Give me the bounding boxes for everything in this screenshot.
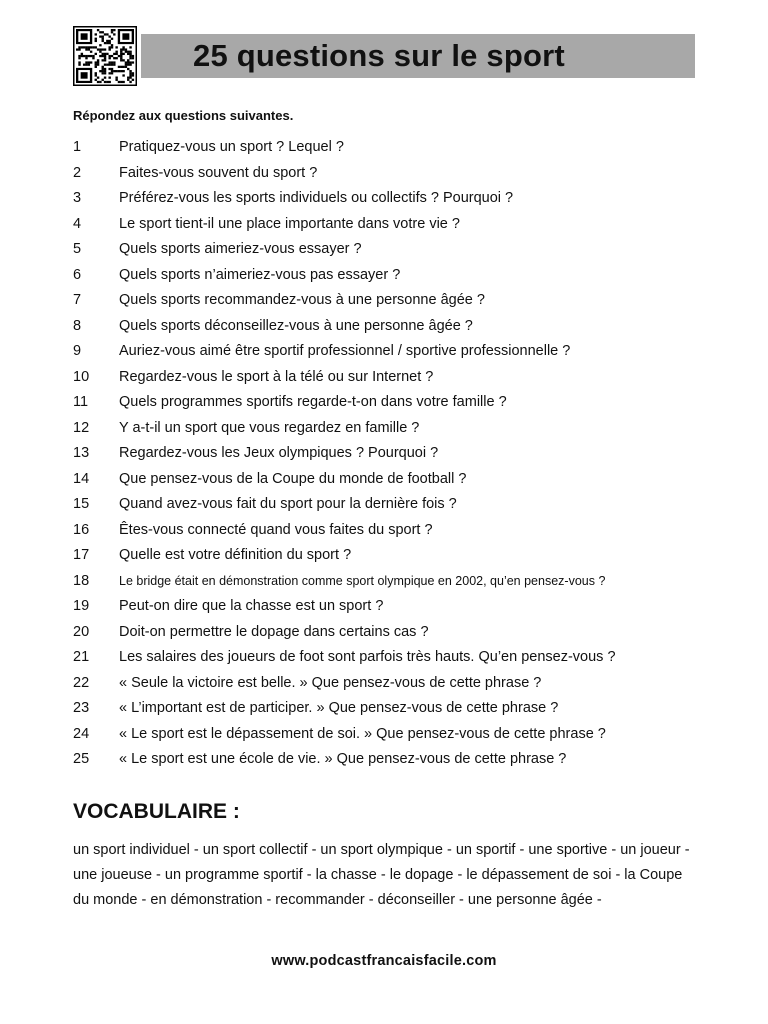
title-bar bbox=[141, 34, 695, 78]
question-number: 18 bbox=[73, 572, 90, 589]
vocabulary-heading: VOCABULAIRE : bbox=[73, 800, 240, 823]
question-number: 1 bbox=[73, 139, 82, 155]
question-number: 17 bbox=[73, 547, 90, 563]
question-text: Le sport tient-il une place importante dans votre vie ? bbox=[119, 215, 460, 232]
question-number: 25 bbox=[73, 751, 90, 767]
question-item bbox=[73, 314, 713, 340]
question-number: 8 bbox=[73, 317, 82, 334]
question-item bbox=[73, 161, 713, 187]
question-text: Regardez-vous le sport à la télé ou sur Internet ? bbox=[119, 368, 434, 385]
question-text: Êtes-vous connecté quand vous faites du sport ? bbox=[119, 521, 433, 538]
question-item bbox=[73, 696, 713, 722]
question-number: 12 bbox=[73, 419, 90, 436]
question-text: Le bridge était en démonstration comme sport olympique en 2002, qu’en pensez-vous ? bbox=[119, 573, 606, 588]
question-item bbox=[73, 288, 713, 314]
question-number: 16 bbox=[73, 521, 90, 538]
question-item bbox=[73, 569, 713, 595]
question-text: Faites-vous souvent du sport ? bbox=[119, 164, 318, 181]
question-text: Quelle est votre définition du sport ? bbox=[119, 547, 352, 563]
question-text: Quels sports n’aimeriez-vous pas essayer ? bbox=[119, 266, 401, 283]
question-item bbox=[73, 722, 713, 748]
question-number: 14 bbox=[73, 470, 90, 487]
question-number: 20 bbox=[73, 623, 90, 640]
vocabulary-text: un sport individuel - un sport collectif - un sport olympique - un sportif - une sportive - un joueur - une joueuse - un programme sportif - la chasse - le dopage - le dépassement de soi - la Coupe du monde - en démonstration - recommander - déconseiller - une personne âgée - bbox=[73, 842, 690, 908]
question-item bbox=[73, 594, 713, 620]
question-number: 9 bbox=[73, 343, 82, 359]
question-text: Préférez-vous les sports individuels ou collectifs ? Pourquoi ? bbox=[119, 190, 514, 206]
question-text: Peut-on dire que la chasse est un sport ? bbox=[119, 598, 384, 614]
question-text: Y a-t-il un sport que vous regardez en famille ? bbox=[119, 419, 420, 436]
question-number: 19 bbox=[73, 598, 90, 614]
question-item bbox=[73, 390, 713, 416]
qr-code-icon bbox=[73, 26, 137, 86]
question-item bbox=[73, 543, 713, 569]
question-item bbox=[73, 645, 713, 671]
question-text: Quels programmes sportifs regarde-t-on dans votre famille ? bbox=[119, 394, 507, 410]
question-item bbox=[73, 365, 713, 391]
question-item bbox=[73, 671, 713, 697]
question-number: 11 bbox=[73, 394, 89, 410]
question-number: 24 bbox=[73, 725, 90, 742]
question-number: 22 bbox=[73, 674, 90, 691]
question-text: Quels sports aimeriez-vous essayer ? bbox=[119, 241, 362, 257]
question-text: Quand avez-vous fait du sport pour la dernière fois ? bbox=[119, 496, 457, 512]
page-title: 25 questions sur le sport bbox=[193, 38, 565, 73]
question-number: 4 bbox=[73, 215, 82, 232]
question-text: Quels sports recommandez-vous à une personne âgée ? bbox=[119, 292, 485, 308]
question-item bbox=[73, 416, 713, 442]
question-item bbox=[73, 237, 713, 263]
question-list bbox=[73, 135, 713, 773]
question-number: 10 bbox=[73, 368, 90, 385]
question-text: Les salaires des joueurs de foot sont parfois très hauts. Qu’en pensez-vous ? bbox=[119, 649, 616, 665]
question-item bbox=[73, 339, 713, 365]
question-item bbox=[73, 518, 713, 544]
question-text: « Le sport est une école de vie. » Que pensez-vous de cette phrase ? bbox=[119, 751, 567, 767]
question-text: Quels sports déconseillez-vous à une personne âgée ? bbox=[119, 317, 473, 334]
question-number: 21 bbox=[73, 649, 90, 665]
question-number: 5 bbox=[73, 241, 82, 257]
question-item bbox=[73, 135, 713, 161]
question-text: « Le sport est le dépassement de soi. » Que pensez-vous de cette phrase ? bbox=[119, 725, 606, 742]
question-number: 7 bbox=[73, 292, 82, 308]
question-item bbox=[73, 441, 713, 467]
question-item bbox=[73, 467, 713, 493]
footer-url[interactable]: www.podcastfrancaisfacile.com bbox=[271, 953, 497, 969]
question-item bbox=[73, 620, 713, 646]
question-text: Que pensez-vous de la Coupe du monde de football ? bbox=[119, 470, 467, 487]
question-number: 2 bbox=[73, 164, 82, 181]
question-item bbox=[73, 212, 713, 238]
question-item bbox=[73, 263, 713, 289]
question-number: 6 bbox=[73, 266, 82, 283]
question-item bbox=[73, 747, 713, 773]
question-number: 23 bbox=[73, 700, 90, 716]
question-text: Auriez-vous aimé être sportif professionnel / sportive professionnelle ? bbox=[119, 343, 571, 359]
question-item bbox=[73, 492, 713, 518]
instructions: Répondez aux questions suivantes. bbox=[73, 108, 294, 123]
question-text: Pratiquez-vous un sport ? Lequel ? bbox=[119, 139, 344, 155]
question-text: Doit-on permettre le dopage dans certains cas ? bbox=[119, 623, 429, 640]
question-number: 3 bbox=[73, 190, 82, 206]
question-number: 13 bbox=[73, 445, 90, 461]
question-item bbox=[73, 186, 713, 212]
question-text: Regardez-vous les Jeux olympiques ? Pourquoi ? bbox=[119, 445, 439, 461]
question-number: 15 bbox=[73, 496, 90, 512]
question-text: « Seule la victoire est belle. » Que pensez-vous de cette phrase ? bbox=[119, 674, 542, 691]
question-text: « L’important est de participer. » Que pensez-vous de cette phrase ? bbox=[119, 700, 559, 716]
